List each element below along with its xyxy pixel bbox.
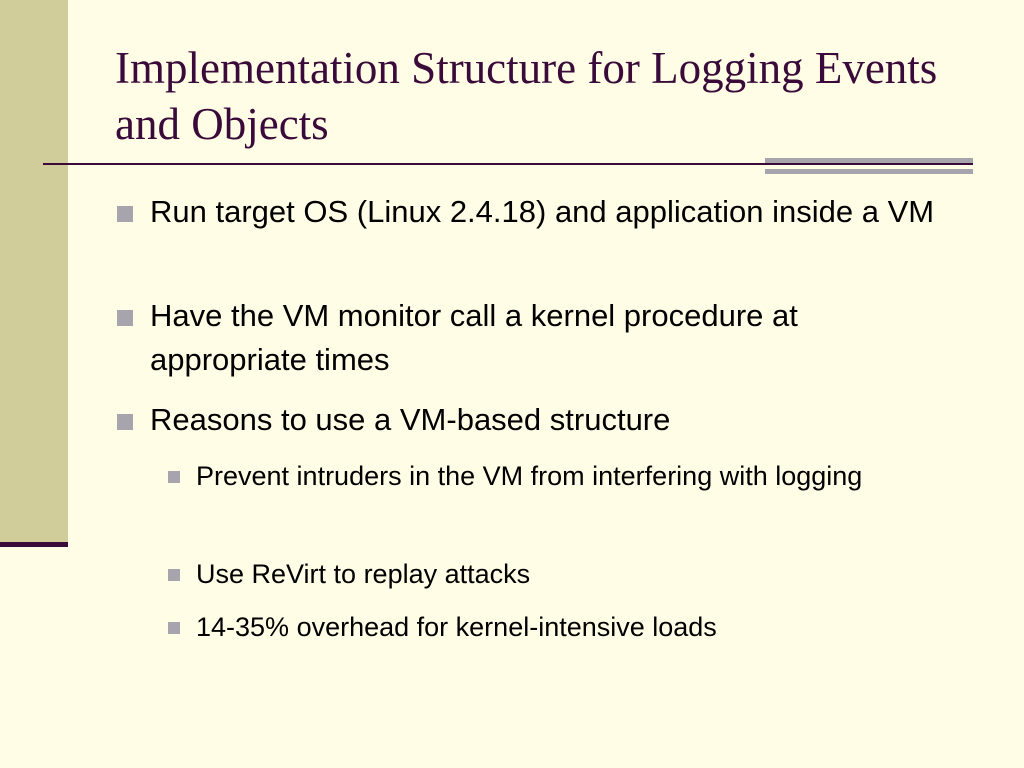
sub-bullet-text: Use ReVirt to replay attacks [196,559,531,589]
slide-title: Implementation Structure for Logging Events and Objects [115,43,938,149]
square-bullet-icon [117,414,133,430]
bullet-text: Reasons to use a VM-based structure [150,402,671,437]
bullet-item [150,190,960,234]
square-bullet-icon [168,569,180,581]
bullet-item [150,294,960,382]
bullet-text: Have the VM monitor call a kernel procedure at appropriate times [150,298,798,377]
sub-bullet-text: Prevent intruders in the VM from interfering with logging [196,461,863,491]
sub-bullet-text: 14-35% overhead for kernel-intensive loads [196,612,717,642]
bullet-text: Run target OS (Linux 2.4.18) and application inside a VM [150,194,935,229]
sub-bullet-item [196,606,936,648]
square-bullet-icon [117,310,133,326]
sub-bullet-item [196,455,936,497]
bullet-item [150,398,960,442]
square-bullet-icon [168,622,180,634]
sub-bullet-item [196,553,936,595]
square-bullet-icon [168,471,180,483]
square-bullet-icon [117,206,133,222]
